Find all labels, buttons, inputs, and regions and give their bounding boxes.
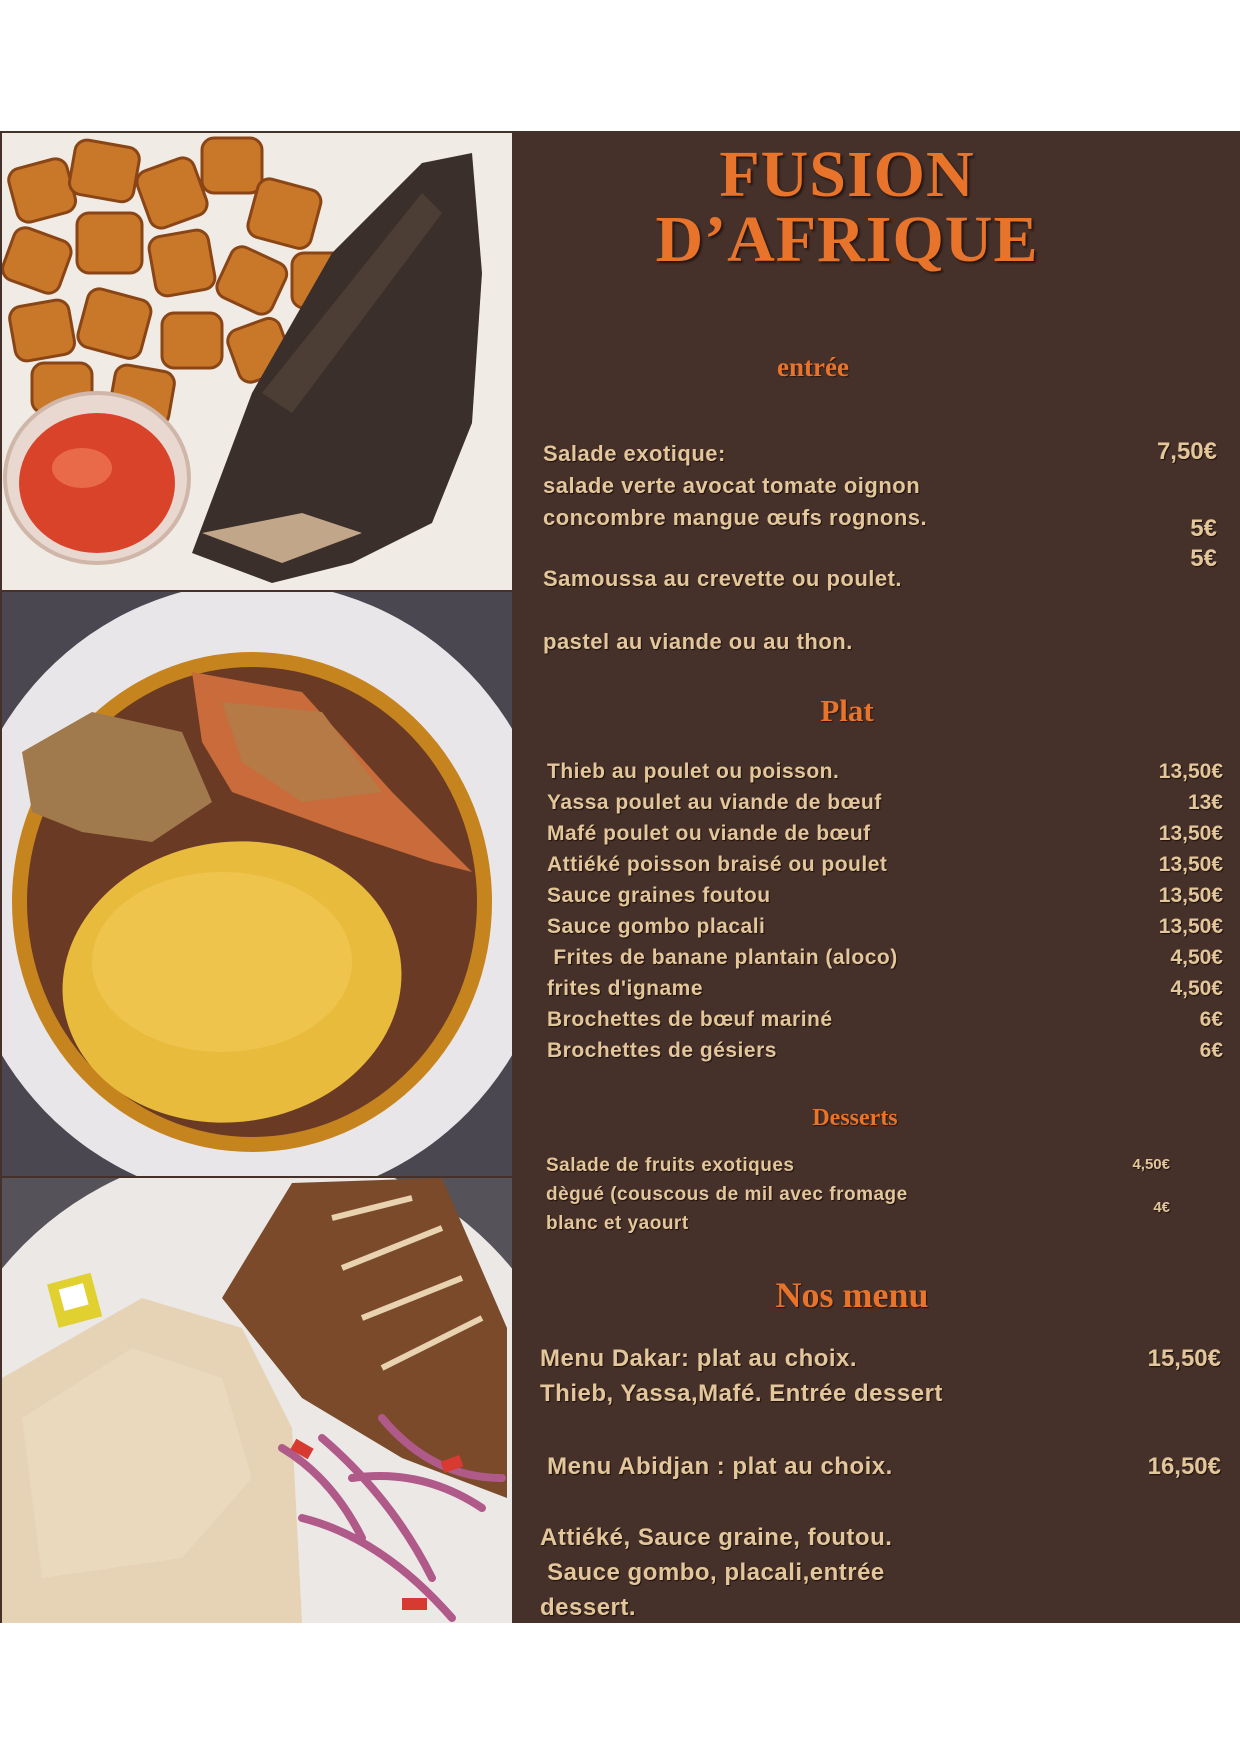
photo-column	[0, 131, 514, 1623]
sauce-foutou-image	[2, 592, 512, 1176]
section-heading-desserts: Desserts	[812, 1105, 898, 1131]
dessert-line: blanc et yaourt	[546, 1213, 689, 1234]
entree-price: 5€	[1190, 515, 1217, 542]
menu-card	[0, 131, 1240, 1623]
plat-item-price: 6€	[1199, 1008, 1223, 1031]
plat-item-price: 13€	[1187, 791, 1223, 814]
plat-item-name: Attiéké poisson braisé ou poulet	[547, 853, 888, 876]
plat-item-price: 13,50€	[1158, 822, 1223, 845]
plat-item-price: 13,50€	[1158, 760, 1223, 783]
dessert-price: 4,50€	[1132, 1156, 1170, 1173]
plat-item-name: Sauce graines foutou	[547, 884, 771, 907]
photo-sauce-foutou	[2, 592, 512, 1176]
plat-item-name: Brochettes de gésiers	[547, 1039, 777, 1062]
attieke-fish-image	[2, 1178, 512, 1623]
entree-line: pastel au viande ou au thon.	[543, 629, 853, 654]
section-heading-entree: entrée	[777, 352, 849, 382]
menu-abidjan-line: dessert.	[540, 1594, 637, 1621]
dessert-price: 4€	[1153, 1199, 1170, 1216]
entree-price: 7,50€	[1156, 438, 1217, 465]
menu-dakar-line: Menu Dakar: plat au choix.	[540, 1345, 858, 1372]
menu-abidjan-line: Sauce gombo, placali,entrée	[540, 1559, 885, 1586]
restaurant-name-line2: D’AFRIQUE	[655, 203, 1039, 276]
plat-item-price: 4,50€	[1170, 977, 1223, 1000]
plat-item-price: 6€	[1199, 1039, 1223, 1062]
grilled-fish-plantain-image	[2, 133, 512, 590]
plat-item-name: Mafé poulet ou viande de bœuf	[547, 822, 871, 845]
entree-price: 5€	[1190, 545, 1217, 572]
entree-line: concombre mangue œufs rognons.	[543, 505, 928, 530]
entree-line: Salade exotique:	[543, 441, 726, 466]
plat-item-name: frites d'igname	[547, 977, 704, 1000]
plat-item-price: 13,50€	[1158, 915, 1223, 938]
menu-abidjan-price: 16,50€	[1147, 1453, 1221, 1480]
dessert-line: dègué (couscous de mil avec fromage	[546, 1184, 908, 1205]
section-heading-nos-menu: Nos menu	[775, 1275, 929, 1315]
section-heading-plat: Plat	[820, 693, 874, 728]
entree-line: Samoussa au crevette ou poulet.	[543, 566, 903, 591]
menu-abidjan-line: Attiéké, Sauce graine, foutou.	[540, 1524, 893, 1551]
photo-attieke-fish	[2, 1178, 512, 1623]
entree-line: salade verte avocat tomate oignon	[543, 473, 921, 498]
plat-item-name: Thieb au poulet ou poisson.	[547, 760, 840, 783]
plat-item-price: 4,50€	[1170, 946, 1223, 969]
plat-item-name: Frites de banane plantain (aloco)	[547, 946, 898, 969]
restaurant-name-line1: FUSION	[719, 138, 975, 211]
menu-text-panel	[514, 131, 1240, 1623]
menu-abidjan-line: Menu Abidjan : plat au choix.	[540, 1453, 893, 1480]
plat-item-price: 13,50€	[1158, 884, 1223, 907]
menu-dakar-line: Thieb, Yassa,Mafé. Entrée dessert	[540, 1380, 943, 1407]
photo-grilled-fish-plantain	[2, 133, 512, 590]
menu-dakar-price: 15,50€	[1147, 1345, 1221, 1372]
plat-item-name: Sauce gombo placali	[547, 915, 766, 938]
plat-item-name: Brochettes de bœuf mariné	[547, 1008, 833, 1031]
plat-item-price: 13,50€	[1158, 853, 1223, 876]
dessert-line: Salade de fruits exotiques	[546, 1155, 795, 1176]
plat-item-name: Yassa poulet au viande de bœuf	[547, 791, 882, 814]
